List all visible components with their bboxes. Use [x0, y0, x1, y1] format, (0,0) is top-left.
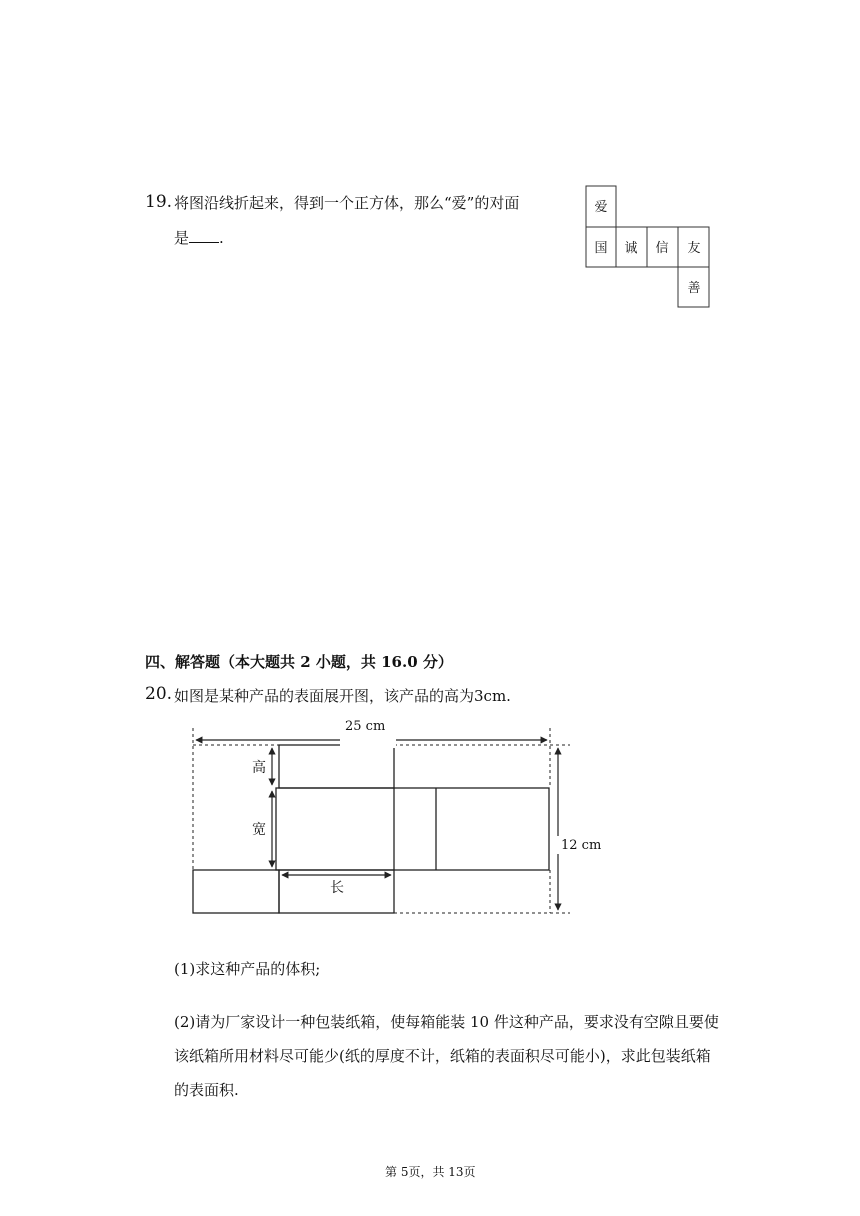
answer-blank: [189, 228, 219, 243]
net-label-row-3: 友: [687, 241, 701, 256]
question-20-part2-line3: 的表面积.: [174, 1081, 239, 1099]
height-label: 12 cm: [561, 838, 602, 853]
net-face-top: [279, 745, 394, 788]
gao-label: 高: [252, 760, 266, 776]
question-19-line1: 将图沿线折起来，得到一个正方体，那么“爱”的对面: [174, 194, 520, 212]
question-20-number: 20.: [145, 684, 173, 704]
question-20-intro: 如图是某种产品的表面展开图，该产品的高为3cm.: [174, 687, 511, 705]
kuan-label: 宽: [252, 822, 266, 838]
net-label-row-0: 国: [594, 241, 608, 256]
net-label-bottom: 善: [687, 281, 701, 296]
chang-label: 长: [330, 880, 344, 896]
question-19-line2-suffix: .: [219, 229, 224, 247]
question-20-part1: (1)求这种产品的体积;: [174, 960, 321, 978]
net-label-row-1: 诚: [624, 241, 638, 256]
surface-net-figure: [190, 712, 610, 922]
net-label-row-2: 信: [655, 241, 669, 256]
question-20-part2-line2: 该纸箱所用材料尽可能少(纸的厚度不计，纸箱的表面积尽可能小)，求此包装纸箱: [174, 1047, 711, 1065]
page-footer: 第 5页，共 13页: [385, 1165, 476, 1179]
cube-net-figure: [584, 184, 714, 310]
net-face-middle: [276, 788, 549, 870]
width-label: 25 cm: [345, 719, 386, 734]
net-label-top: 爱: [594, 200, 608, 215]
question-19-line2: [174, 228, 224, 248]
question-19-line2-prefix: 是: [174, 229, 190, 247]
question-19-number: 19.: [145, 192, 173, 212]
net-face-bottom-left: [193, 870, 279, 913]
question-20-part2-line1: (2)请为厂家设计一种包装纸箱，使每箱能装 10 件这种产品，要求没有空隙且要使: [174, 1013, 719, 1031]
section-heading: 四、解答题（本大题共 2 小题，共 16.0 分）: [145, 653, 453, 671]
